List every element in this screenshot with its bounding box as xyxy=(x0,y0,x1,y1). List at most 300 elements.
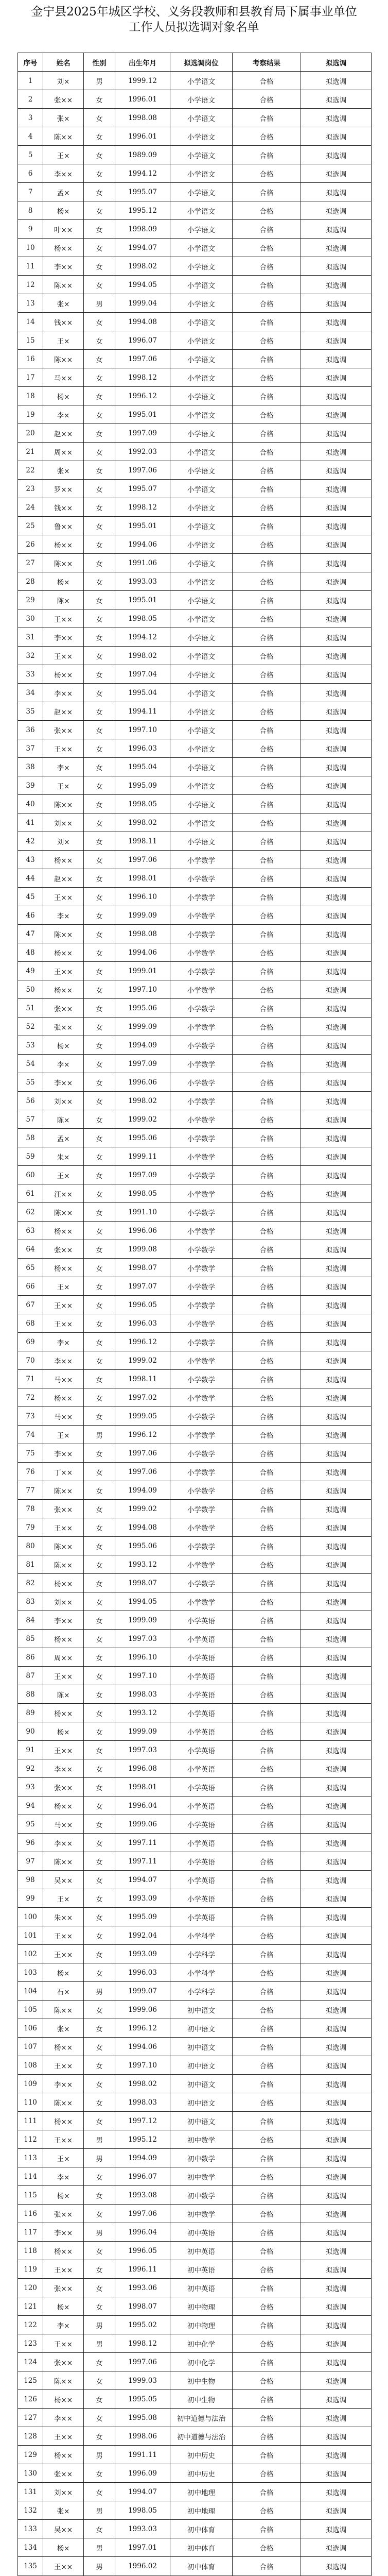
cell-birth: 1997.02 xyxy=(115,1388,170,1407)
cell-gender: 女 xyxy=(84,758,115,776)
cell-position: 小学语文 xyxy=(170,739,233,758)
cell-gender: 男 xyxy=(84,2223,115,2242)
cell-name: 张×× xyxy=(43,721,84,739)
cell-result: 合格 xyxy=(233,164,301,183)
cell-name: 王×× xyxy=(43,647,84,665)
cell-birth: 1991.06 xyxy=(115,554,170,572)
cell-status: 拟选调 xyxy=(301,424,372,443)
table-row xyxy=(18,1370,372,1388)
cell-result: 合格 xyxy=(233,1815,301,1834)
cell-name: 叶×× xyxy=(43,220,84,239)
cell-name: 杨×× xyxy=(43,1797,84,1815)
table-row xyxy=(18,795,372,814)
cell-status: 拟选调 xyxy=(301,164,372,183)
cell-name: 张×× xyxy=(43,2205,84,2223)
table-row xyxy=(18,2186,372,2205)
cell-gender: 女 xyxy=(84,1147,115,1166)
cell-index: 105 xyxy=(18,2001,43,2019)
cell-name: 陈× xyxy=(43,1685,84,1704)
cell-index: 83 xyxy=(18,1592,43,1611)
cell-birth: 1995.08 xyxy=(115,2409,170,2427)
cell-status: 拟选调 xyxy=(301,2056,372,2075)
cell-position: 初中地理 xyxy=(170,2483,233,2501)
cell-result: 合格 xyxy=(233,1537,301,1555)
table-row xyxy=(18,758,372,776)
cell-result: 合格 xyxy=(233,1778,301,1797)
cell-status: 拟选调 xyxy=(301,2334,372,2353)
cell-birth: 1997.09 xyxy=(115,424,170,443)
cell-status: 拟选调 xyxy=(301,480,372,498)
cell-position: 小学语文 xyxy=(170,350,233,368)
cell-gender: 女 xyxy=(84,1129,115,1147)
cell-position: 小学数学 xyxy=(170,1518,233,1537)
cell-index: 65 xyxy=(18,1259,43,1277)
cell-gender: 女 xyxy=(84,1963,115,1982)
cell-position: 小学数学 xyxy=(170,1129,233,1147)
cell-index: 128 xyxy=(18,2427,43,2446)
cell-birth: 1996.10 xyxy=(115,1648,170,1667)
cell-birth: 1995.02 xyxy=(115,2316,170,2334)
cell-gender: 女 xyxy=(84,851,115,869)
cell-result: 合格 xyxy=(233,535,301,554)
cell-result: 合格 xyxy=(233,647,301,665)
cell-result: 合格 xyxy=(233,1203,301,1222)
cell-index: 107 xyxy=(18,2038,43,2056)
cell-index: 42 xyxy=(18,832,43,851)
cell-name: 赵×× xyxy=(43,869,84,888)
cell-name: 杨×× xyxy=(43,851,84,869)
cell-gender: 女 xyxy=(84,480,115,498)
cell-birth: 1997.03 xyxy=(115,1741,170,1759)
cell-name: 王×× xyxy=(43,2260,84,2279)
cell-status: 拟选调 xyxy=(301,1834,372,1852)
cell-gender: 女 xyxy=(84,1184,115,1203)
cell-position: 小学数学 xyxy=(170,1555,233,1574)
cell-result: 合格 xyxy=(233,1166,301,1184)
cell-birth: 1998.02 xyxy=(115,647,170,665)
cell-result: 合格 xyxy=(233,869,301,888)
cell-result: 合格 xyxy=(233,702,301,721)
table-body xyxy=(18,72,372,2576)
cell-position: 小学数学 xyxy=(170,1314,233,1333)
cell-birth: 1993.12 xyxy=(115,1555,170,1574)
cell-gender: 女 xyxy=(84,1926,115,1945)
cell-index: 40 xyxy=(18,795,43,814)
cell-gender: 女 xyxy=(84,1592,115,1611)
cell-name: 杨×× xyxy=(43,1388,84,1407)
cell-gender: 女 xyxy=(84,1500,115,1518)
cell-status: 拟选调 xyxy=(301,1036,372,1055)
cell-gender: 女 xyxy=(84,201,115,220)
cell-gender: 女 xyxy=(84,1036,115,1055)
cell-birth: 1995.09 xyxy=(115,1908,170,1926)
cell-position: 初中语文 xyxy=(170,2093,233,2112)
cell-name: 杨×× xyxy=(43,665,84,684)
cell-position: 小学数学 xyxy=(170,869,233,888)
cell-birth: 1998.03 xyxy=(115,1685,170,1704)
cell-position: 初中物理 xyxy=(170,2316,233,2334)
cell-position: 初中化学 xyxy=(170,2334,233,2353)
cell-position: 小学数学 xyxy=(170,925,233,943)
cell-index: 32 xyxy=(18,647,43,665)
table-row xyxy=(18,2538,372,2557)
cell-status: 拟选调 xyxy=(301,1871,372,1889)
cell-position: 小学科学 xyxy=(170,1963,233,1982)
cell-position: 小学语文 xyxy=(170,368,233,387)
cell-birth: 1995.04 xyxy=(115,758,170,776)
cell-name: 张× xyxy=(43,2501,84,2520)
cell-position: 小学语文 xyxy=(170,220,233,239)
cell-gender: 女 xyxy=(84,443,115,461)
cell-birth: 1997.10 xyxy=(115,2056,170,2075)
cell-birth: 1994.09 xyxy=(115,2149,170,2167)
cell-name: 李×× xyxy=(43,628,84,647)
cell-index: 17 xyxy=(18,368,43,387)
cell-status: 拟选调 xyxy=(301,2167,372,2186)
cell-name: 李×× xyxy=(43,2075,84,2093)
cell-birth: 1998.06 xyxy=(115,2427,170,2446)
cell-position: 小学数学 xyxy=(170,1333,233,1351)
cell-result: 合格 xyxy=(233,294,301,313)
cell-status: 拟选调 xyxy=(301,405,372,424)
cell-result: 合格 xyxy=(233,72,301,90)
cell-gender: 男 xyxy=(84,2446,115,2464)
cell-index: 73 xyxy=(18,1407,43,1426)
cell-result: 合格 xyxy=(233,1426,301,1444)
cell-status: 拟选调 xyxy=(301,2464,372,2483)
cell-position: 初中数学 xyxy=(170,2149,233,2167)
cell-status: 拟选调 xyxy=(301,2538,372,2557)
cell-index: 30 xyxy=(18,609,43,628)
cell-birth: 1998.01 xyxy=(115,869,170,888)
table-row xyxy=(18,2353,372,2371)
cell-status: 拟选调 xyxy=(301,999,372,1018)
cell-position: 初中道德与法治 xyxy=(170,2427,233,2446)
cell-name: 马×× xyxy=(43,1815,84,1834)
cell-gender: 女 xyxy=(84,405,115,424)
cell-index: 54 xyxy=(18,1055,43,1073)
cell-position: 小学数学 xyxy=(170,1296,233,1314)
cell-position: 初中英语 xyxy=(170,2260,233,2279)
cell-index: 133 xyxy=(18,2520,43,2538)
cell-gender: 女 xyxy=(84,2371,115,2390)
cell-gender: 女 xyxy=(84,572,115,591)
cell-index: 84 xyxy=(18,1611,43,1630)
cell-index: 98 xyxy=(18,1871,43,1889)
cell-result: 合格 xyxy=(233,313,301,331)
cell-gender: 女 xyxy=(84,461,115,480)
cell-status: 拟选调 xyxy=(301,2019,372,2038)
cell-name: 杨×× xyxy=(43,535,84,554)
table-row xyxy=(18,1147,372,1166)
table-row xyxy=(18,702,372,721)
cell-position: 小学语文 xyxy=(170,313,233,331)
cell-name: 张×× xyxy=(43,2353,84,2371)
table-row xyxy=(18,1426,372,1444)
table-row xyxy=(18,146,372,164)
cell-birth: 1998.05 xyxy=(115,609,170,628)
cell-index: 26 xyxy=(18,535,43,554)
cell-result: 合格 xyxy=(233,2538,301,2557)
cell-gender: 女 xyxy=(84,257,115,276)
cell-birth: 1997.06 xyxy=(115,2353,170,2371)
cell-position: 小学数学 xyxy=(170,1500,233,1518)
cell-position: 小学英语 xyxy=(170,1704,233,1722)
cell-birth: 1995.01 xyxy=(115,591,170,609)
cell-status: 拟选调 xyxy=(301,220,372,239)
cell-index: 67 xyxy=(18,1296,43,1314)
table-row xyxy=(18,331,372,350)
col-header-name: 姓名 xyxy=(43,53,84,72)
cell-status: 拟选调 xyxy=(301,183,372,201)
cell-gender: 女 xyxy=(84,2260,115,2279)
table-row xyxy=(18,1166,372,1184)
cell-result: 合格 xyxy=(233,2297,301,2316)
table-row xyxy=(18,999,372,1018)
table-row xyxy=(18,1741,372,1759)
table-row xyxy=(18,1963,372,1982)
table-row xyxy=(18,201,372,220)
cell-position: 小学语文 xyxy=(170,758,233,776)
cell-gender: 女 xyxy=(84,869,115,888)
table-row xyxy=(18,1277,372,1296)
cell-name: 杨×× xyxy=(43,239,84,257)
cell-result: 合格 xyxy=(233,90,301,109)
cell-status: 拟选调 xyxy=(301,387,372,405)
cell-result: 合格 xyxy=(233,2093,301,2112)
cell-position: 小学科学 xyxy=(170,1982,233,2001)
cell-index: 127 xyxy=(18,2409,43,2427)
cell-position: 小学数学 xyxy=(170,1370,233,1388)
cell-name: 王× xyxy=(43,1426,84,1444)
cell-gender: 女 xyxy=(84,1555,115,1574)
cell-result: 合格 xyxy=(233,665,301,684)
cell-status: 拟选调 xyxy=(301,1555,372,1574)
cell-result: 合格 xyxy=(233,220,301,239)
cell-status: 拟选调 xyxy=(301,2130,372,2149)
cell-result: 合格 xyxy=(233,721,301,739)
cell-index: 29 xyxy=(18,591,43,609)
cell-status: 拟选调 xyxy=(301,1741,372,1759)
cell-index: 106 xyxy=(18,2019,43,2038)
cell-status: 拟选调 xyxy=(301,906,372,925)
cell-status: 拟选调 xyxy=(301,628,372,647)
cell-result: 合格 xyxy=(233,554,301,572)
cell-birth: 1994.11 xyxy=(115,702,170,721)
cell-status: 拟选调 xyxy=(301,1407,372,1426)
cell-gender: 男 xyxy=(84,2334,115,2353)
cell-result: 合格 xyxy=(233,1592,301,1611)
table-row xyxy=(18,1259,372,1277)
cell-result: 合格 xyxy=(233,2167,301,2186)
cell-result: 合格 xyxy=(233,2112,301,2130)
table-row xyxy=(18,2557,372,2575)
cell-position: 小学英语 xyxy=(170,1815,233,1834)
cell-birth: 1993.08 xyxy=(115,2186,170,2205)
cell-index: 27 xyxy=(18,554,43,572)
cell-index: 7 xyxy=(18,183,43,201)
cell-name: 李× xyxy=(43,906,84,925)
cell-position: 小学语文 xyxy=(170,498,233,517)
cell-index: 118 xyxy=(18,2242,43,2260)
cell-birth: 1996.05 xyxy=(115,1296,170,1314)
cell-result: 合格 xyxy=(233,1277,301,1296)
cell-result: 合格 xyxy=(233,1500,301,1518)
cell-name: 马×× xyxy=(43,1370,84,1388)
cell-birth: 1998.07 xyxy=(115,1574,170,1592)
cell-status: 拟选调 xyxy=(301,1797,372,1815)
cell-name: 杨× xyxy=(43,2186,84,2205)
cell-result: 合格 xyxy=(233,1685,301,1704)
cell-status: 拟选调 xyxy=(301,1259,372,1277)
cell-result: 合格 xyxy=(233,1518,301,1537)
table-row xyxy=(18,721,372,739)
cell-result: 合格 xyxy=(233,2371,301,2390)
cell-result: 合格 xyxy=(233,2130,301,2149)
cell-status: 拟选调 xyxy=(301,2371,372,2390)
table-row xyxy=(18,962,372,980)
cell-status: 拟选调 xyxy=(301,2001,372,2019)
table-row xyxy=(18,1685,372,1704)
cell-result: 合格 xyxy=(233,1926,301,1945)
cell-index: 23 xyxy=(18,480,43,498)
table-row xyxy=(18,1036,372,1055)
table-row xyxy=(18,1574,372,1592)
cell-result: 合格 xyxy=(233,1722,301,1741)
cell-name: 王×× xyxy=(43,609,84,628)
table-row xyxy=(18,535,372,554)
cell-position: 小学语文 xyxy=(170,257,233,276)
cell-position: 初中体育 xyxy=(170,2520,233,2538)
cell-index: 3 xyxy=(18,109,43,127)
cell-index: 111 xyxy=(18,2112,43,2130)
cell-gender: 女 xyxy=(84,331,115,350)
cell-result: 合格 xyxy=(233,257,301,276)
table-row xyxy=(18,1926,372,1945)
cell-birth: 1991.11 xyxy=(115,2446,170,2464)
cell-position: 小学数学 xyxy=(170,1537,233,1555)
cell-result: 合格 xyxy=(233,1908,301,1926)
cell-birth: 1991.10 xyxy=(115,1203,170,1222)
cell-birth: 1999.09 xyxy=(115,1018,170,1036)
cell-gender: 女 xyxy=(84,2353,115,2371)
cell-position: 小学语文 xyxy=(170,721,233,739)
cell-index: 112 xyxy=(18,2130,43,2149)
cell-result: 合格 xyxy=(233,1370,301,1388)
cell-position: 初中英语 xyxy=(170,2242,233,2260)
table-row xyxy=(18,1184,372,1203)
cell-gender: 女 xyxy=(84,1481,115,1500)
cell-position: 初中数学 xyxy=(170,2186,233,2205)
cell-status: 拟选调 xyxy=(301,869,372,888)
cell-name: 张×× xyxy=(43,2279,84,2297)
table-row xyxy=(18,2279,372,2297)
cell-gender: 女 xyxy=(84,1463,115,1481)
cell-name: 汪×× xyxy=(43,1184,84,1203)
cell-result: 合格 xyxy=(233,239,301,257)
cell-result: 合格 xyxy=(233,962,301,980)
col-header-result: 考察结果 xyxy=(233,53,301,72)
cell-status: 拟选调 xyxy=(301,572,372,591)
cell-name: 王×× xyxy=(43,962,84,980)
table-row xyxy=(18,2334,372,2353)
cell-index: 24 xyxy=(18,498,43,517)
cell-position: 小学数学 xyxy=(170,1388,233,1407)
cell-name: 杨× xyxy=(43,572,84,591)
cell-name: 孟× xyxy=(43,1129,84,1147)
cell-gender: 女 xyxy=(84,517,115,535)
table-row xyxy=(18,498,372,517)
cell-result: 合格 xyxy=(233,517,301,535)
cell-position: 小学数学 xyxy=(170,906,233,925)
cell-birth: 1998.09 xyxy=(115,220,170,239)
cell-birth: 1994.07 xyxy=(115,2483,170,2501)
cell-status: 拟选调 xyxy=(301,1611,372,1630)
cell-status: 拟选调 xyxy=(301,1240,372,1259)
cell-index: 35 xyxy=(18,702,43,721)
cell-position: 小学语文 xyxy=(170,665,233,684)
table-row xyxy=(18,1778,372,1797)
table-row xyxy=(18,1481,372,1500)
cell-result: 合格 xyxy=(233,1555,301,1574)
cell-birth: 1993.06 xyxy=(115,2279,170,2297)
cell-name: 赵×× xyxy=(43,702,84,721)
cell-name: 王×× xyxy=(43,2334,84,2353)
cell-result: 合格 xyxy=(233,1871,301,1889)
cell-name: 马×× xyxy=(43,368,84,387)
cell-status: 拟选调 xyxy=(301,1129,372,1147)
cell-position: 小学英语 xyxy=(170,1667,233,1685)
cell-status: 拟选调 xyxy=(301,702,372,721)
cell-birth: 1998.01 xyxy=(115,1778,170,1797)
cell-gender: 女 xyxy=(84,1518,115,1537)
cell-birth: 1999.06 xyxy=(115,2001,170,2019)
cell-index: 48 xyxy=(18,943,43,962)
cell-index: 63 xyxy=(18,1222,43,1240)
cell-index: 9 xyxy=(18,220,43,239)
cell-birth: 1997.06 xyxy=(115,851,170,869)
cell-gender: 女 xyxy=(84,239,115,257)
cell-birth: 1996.10 xyxy=(115,888,170,906)
table-row xyxy=(18,1982,372,2001)
cell-position: 初中语文 xyxy=(170,2056,233,2075)
cell-birth: 1992.04 xyxy=(115,1926,170,1945)
cell-result: 合格 xyxy=(233,2056,301,2075)
cell-status: 拟选调 xyxy=(301,1481,372,1500)
cell-result: 合格 xyxy=(233,1463,301,1481)
cell-position: 初中数学 xyxy=(170,2167,233,2186)
cell-name: 孟× xyxy=(43,183,84,201)
cell-name: 杨× xyxy=(43,387,84,405)
cell-gender: 女 xyxy=(84,1018,115,1036)
cell-position: 小学科学 xyxy=(170,1945,233,1963)
cell-result: 合格 xyxy=(233,146,301,164)
cell-status: 拟选调 xyxy=(301,888,372,906)
cell-name: 陈×× xyxy=(43,2093,84,2112)
cell-status: 拟选调 xyxy=(301,127,372,146)
table-row xyxy=(18,1889,372,1908)
cell-result: 合格 xyxy=(233,2334,301,2353)
cell-result: 合格 xyxy=(233,1611,301,1630)
cell-status: 拟选调 xyxy=(301,1889,372,1908)
cell-name: 陈×× xyxy=(43,1852,84,1871)
cell-name: 杨×× xyxy=(43,1630,84,1648)
cell-result: 合格 xyxy=(233,1092,301,1110)
cell-result: 合格 xyxy=(233,1333,301,1351)
cell-birth: 1996.06 xyxy=(115,1073,170,1092)
cell-result: 合格 xyxy=(233,2019,301,2038)
cell-gender: 女 xyxy=(84,1073,115,1092)
